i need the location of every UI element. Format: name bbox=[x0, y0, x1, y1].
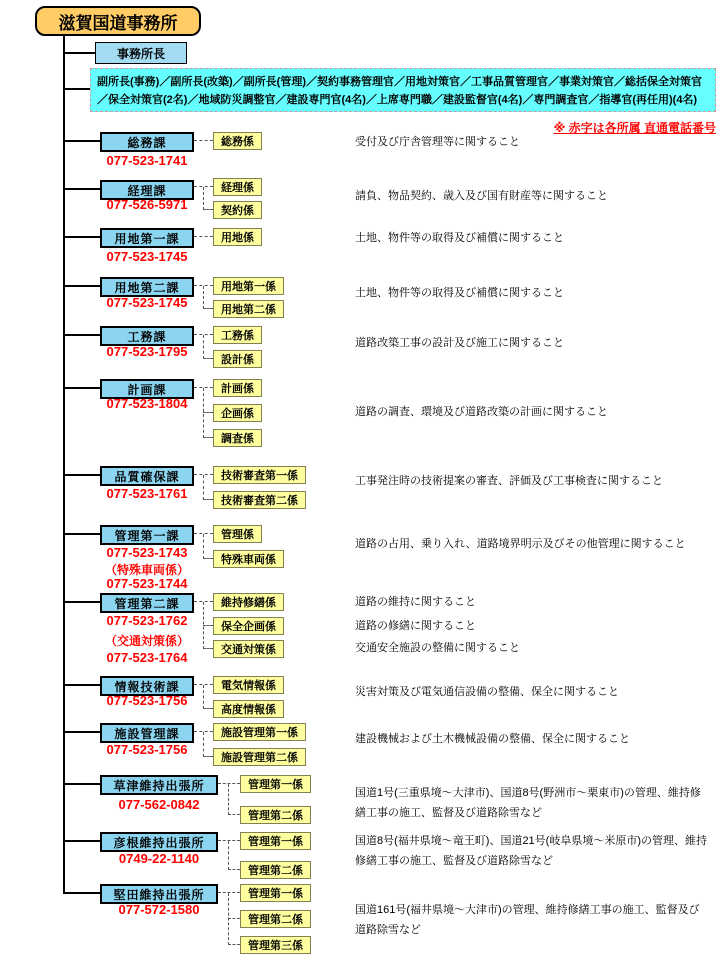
division-box: 品質確保課 bbox=[100, 466, 194, 486]
division-box: 堅田維持出張所 bbox=[100, 884, 218, 904]
phone-number: 077-523-1764 bbox=[106, 650, 188, 665]
section-box: 管理第一係 bbox=[240, 832, 311, 850]
division-description: 国道8号(福井県境～竜王町)、国道21号(岐阜県境～米原市)の管理、維持修繕工事の施工、監督及び道路除雪など bbox=[355, 835, 708, 867]
trunk-line bbox=[63, 36, 65, 894]
section-box: 交通対策係 bbox=[213, 640, 284, 658]
phone-number: 0749-22-1140 bbox=[118, 851, 200, 866]
division-description: 工事発注時の技術提案の審査、評価及び工事検査に関すること bbox=[355, 475, 663, 487]
connector-dashed bbox=[203, 475, 204, 500]
connector-dashed bbox=[203, 685, 204, 709]
branch-line bbox=[63, 285, 100, 287]
connector-dashed bbox=[228, 944, 240, 945]
section-box: 電気情報係 bbox=[213, 676, 284, 694]
phone-number: 077-523-1741 bbox=[106, 153, 188, 168]
section-box: 管理係 bbox=[213, 525, 262, 543]
phone-label: （交通対策係） bbox=[104, 634, 189, 648]
connector-dashed bbox=[203, 335, 204, 359]
section-box: 設計係 bbox=[213, 350, 262, 368]
phone-note: ※ 赤字は各所属 直通電話番号 bbox=[553, 121, 716, 135]
branch-line bbox=[63, 387, 100, 389]
division-box: 用地第一課 bbox=[100, 228, 194, 248]
section-box: 企画係 bbox=[213, 404, 262, 422]
section-box: 工務係 bbox=[213, 326, 262, 344]
division-description: 請負、物品契約、歳入及び国有財産等に関すること bbox=[355, 190, 608, 202]
division-box: 彦根維持出張所 bbox=[100, 832, 218, 852]
staff-list-box: 副所長(事務)／副所長(改築)／副所長(管理)／契約事務管理官／用地対策官／工事品質管理官／事業対策官／総括保全対策官／保全対策官(2名)／地域防災調整官／建設専門官(4名)／上席専門職／建設監督官(4名)／専門調査官／指導官(再任用)(4名) bbox=[90, 68, 716, 112]
section-box: 管理第二係 bbox=[240, 861, 311, 879]
connector-dashed bbox=[203, 187, 204, 210]
branch-line bbox=[63, 236, 100, 238]
connector-dashed bbox=[228, 893, 229, 945]
branch-line bbox=[63, 140, 100, 142]
phone-number: 077-523-1756 bbox=[106, 742, 188, 757]
section-box: 用地第一係 bbox=[213, 277, 284, 295]
phone-label: （特殊車両係） bbox=[104, 563, 189, 577]
section-box: 管理第二係 bbox=[240, 806, 311, 824]
phone-number: 077-523-1756 bbox=[106, 693, 188, 708]
section-box: 管理第三係 bbox=[240, 936, 311, 954]
phone-number: 077-523-1745 bbox=[106, 249, 188, 264]
section-box: 管理第二係 bbox=[240, 910, 311, 928]
office-title: 滋賀国道事務所 bbox=[35, 6, 201, 36]
connector-dashed bbox=[203, 558, 213, 559]
division-description: 土地、物件等の取得及び補償に関すること bbox=[355, 232, 564, 244]
phone-number: 077-523-1761 bbox=[106, 486, 188, 501]
section-box: 管理第一係 bbox=[240, 775, 311, 793]
section-box: 特殊車両係 bbox=[213, 550, 284, 568]
section-box: 維持修繕係 bbox=[213, 593, 284, 611]
section-box: 施設管理第二係 bbox=[213, 748, 306, 766]
branch-line bbox=[63, 684, 100, 686]
phone-number: 077-572-1580 bbox=[118, 902, 200, 917]
division-description: 土地、物件等の取得及び補償に関すること bbox=[355, 287, 564, 299]
connector-dashed bbox=[218, 783, 240, 784]
division-box: 経理課 bbox=[100, 180, 194, 200]
division-description: 災害対策及び電気通信設備の整備、保全に関すること bbox=[355, 686, 619, 698]
connector-dashed bbox=[194, 140, 213, 141]
branch-line bbox=[63, 892, 100, 894]
section-box: 用地係 bbox=[213, 228, 262, 246]
connector-dashed bbox=[228, 814, 240, 815]
section-box: 技術審査第一係 bbox=[213, 466, 306, 484]
division-box: 総務課 bbox=[100, 132, 194, 152]
phone-number: 077-523-1744 bbox=[106, 576, 188, 591]
branch-line bbox=[63, 840, 100, 842]
connector-dashed bbox=[203, 708, 213, 709]
division-box: 管理第二課 bbox=[100, 593, 194, 613]
connector-dashed bbox=[228, 918, 240, 919]
division-box: 工務課 bbox=[100, 326, 194, 346]
division-box: 草津維持出張所 bbox=[100, 775, 218, 795]
phone-number: 077-562-0842 bbox=[118, 797, 200, 812]
connector-dashed bbox=[218, 840, 240, 841]
branch-line bbox=[63, 783, 100, 785]
connector-dashed bbox=[228, 784, 229, 815]
connector-dashed bbox=[203, 534, 204, 559]
phone-number: 077-523-1762 bbox=[106, 613, 188, 628]
phone-number: 077-526-5971 bbox=[106, 197, 188, 212]
phone-number: 077-523-1745 bbox=[106, 295, 188, 310]
division-description: 交通安全施設の整備に関すること bbox=[355, 642, 520, 654]
connector-dashed bbox=[203, 286, 204, 309]
branch-line bbox=[63, 334, 100, 336]
division-description: 道路の修繕に関すること bbox=[355, 620, 476, 632]
division-description: 道路の維持に関すること bbox=[355, 596, 476, 608]
connector-dashed bbox=[228, 841, 229, 870]
branch-line bbox=[63, 88, 90, 90]
connector-dashed bbox=[218, 892, 240, 893]
connector-dashed bbox=[203, 412, 213, 413]
division-description: 道路の占用、乗り入れ、道路境界明示及びその他管理に関すること bbox=[355, 538, 686, 550]
branch-line bbox=[63, 731, 100, 733]
division-box: 施設管理課 bbox=[100, 723, 194, 743]
director-box: 事務所長 bbox=[95, 42, 187, 64]
division-description: 国道1号(三重県境～大津市)、国道8号(野洲市～栗東市)の管理、維持修繕工事の施工、監督及び道路除雪など bbox=[355, 787, 701, 819]
connector-dashed bbox=[203, 732, 204, 757]
connector-dashed bbox=[203, 209, 213, 210]
section-box: 施設管理第一係 bbox=[213, 723, 306, 741]
connector-dashed bbox=[203, 308, 213, 309]
branch-line bbox=[63, 52, 95, 54]
connector-dashed bbox=[203, 648, 213, 649]
phone-number: 077-523-1804 bbox=[106, 396, 188, 411]
section-box: 管理第一係 bbox=[240, 884, 311, 902]
branch-line bbox=[63, 601, 100, 603]
phone-number: 077-523-1743 bbox=[106, 545, 188, 560]
division-box: 用地第二課 bbox=[100, 277, 194, 297]
section-box: 調査係 bbox=[213, 429, 262, 447]
connector-dashed bbox=[203, 358, 213, 359]
division-box: 計画課 bbox=[100, 379, 194, 399]
section-box: 計画係 bbox=[213, 379, 262, 397]
branch-line bbox=[63, 533, 100, 535]
connector-dashed bbox=[203, 625, 213, 626]
division-description: 国道161号(福井県境～大津市)の管理、維持修繕工事の施工、監督及び道路除雪など bbox=[355, 904, 700, 936]
division-box: 情報技術課 bbox=[100, 676, 194, 696]
section-box: 経理係 bbox=[213, 178, 262, 196]
division-description: 道路改築工事の設計及び施工に関すること bbox=[355, 337, 564, 349]
section-box: 保全企画係 bbox=[213, 617, 284, 635]
branch-line bbox=[63, 474, 100, 476]
section-box: 用地第二係 bbox=[213, 300, 284, 318]
section-box: 契約係 bbox=[213, 201, 262, 219]
connector-dashed bbox=[203, 756, 213, 757]
division-description: 受付及び庁舎管理等に関すること bbox=[355, 136, 520, 148]
connector-dashed bbox=[203, 499, 213, 500]
section-box: 高度情報係 bbox=[213, 700, 284, 718]
connector-dashed bbox=[194, 236, 213, 237]
connector-dashed bbox=[228, 869, 240, 870]
phone-number: 077-523-1795 bbox=[106, 344, 188, 359]
connector-dashed bbox=[203, 437, 213, 438]
division-description: 道路の調査、環境及び道路改築の計画に関すること bbox=[355, 406, 608, 418]
division-description: 建設機械および土木機械設備の整備、保全に関すること bbox=[355, 733, 630, 745]
section-box: 総務係 bbox=[213, 132, 262, 150]
connector-dashed bbox=[203, 388, 204, 438]
branch-line bbox=[63, 188, 100, 190]
section-box: 技術審査第二係 bbox=[213, 491, 306, 509]
division-box: 管理第一課 bbox=[100, 525, 194, 545]
